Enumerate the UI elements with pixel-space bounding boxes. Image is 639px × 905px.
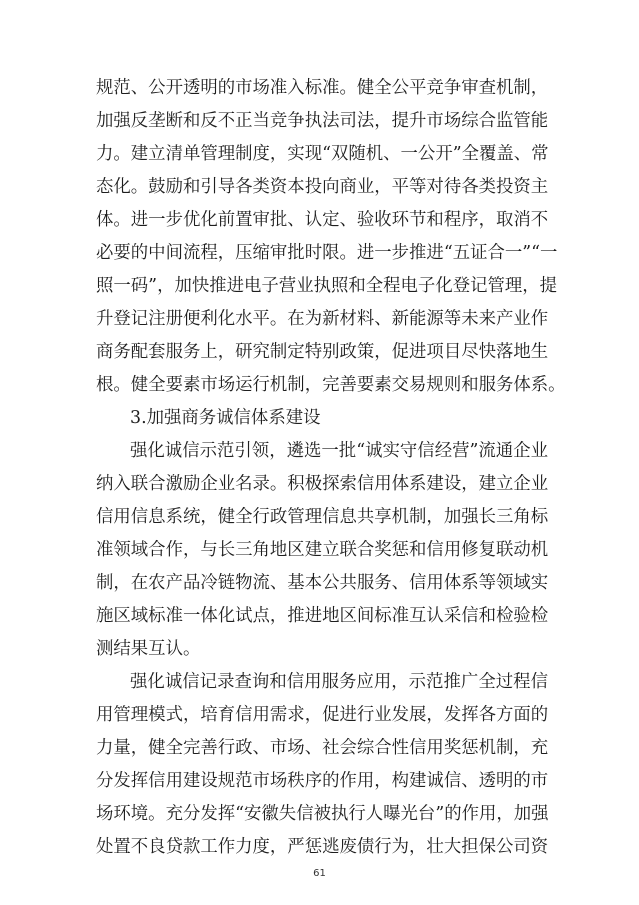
text-line: 施区域标准一体化试点，推进地区间标准互认采信和检验检 bbox=[96, 606, 549, 626]
text-line: 力量，健全完善行政、市场、社会综合性信用奖惩机制，充 bbox=[96, 738, 549, 758]
page-number: 61 bbox=[313, 868, 326, 879]
text-line: 力。建立清单管理制度，实现“双随机、一公开”全覆盖、常 bbox=[96, 144, 549, 164]
section-heading: 3.加强商务诚信体系建设 bbox=[130, 408, 321, 428]
text-line: 制，在农产品冷链物流、基本公共服务、信用体系等领域实 bbox=[96, 573, 549, 593]
text-line: 体。进一步优化前置审批、认定、验收环节和程序，取消不 bbox=[96, 210, 549, 230]
text-line: 测结果互认。 bbox=[96, 639, 201, 659]
text-line: 照一码”，加快推进电子营业执照和全程电子化登记管理，提 bbox=[96, 276, 558, 296]
text-line: 加强反垄断和反不正当竞争执法司法，提升市场综合监管能 bbox=[96, 111, 549, 131]
paragraph-first-line: 强化诚信示范引领，遴选一批“诚实守信经营”流通企业 bbox=[130, 441, 548, 461]
text-line: 准领域合作，与长三角地区建立联合奖惩和信用修复联动机 bbox=[96, 540, 549, 560]
text-line: 必要的中间流程，压缩审批时限。进一步推进“五证合一”“一 bbox=[96, 243, 558, 263]
text-line: 规范、公开透明的市场准入标准。健全公平竞争审查机制， bbox=[96, 78, 549, 98]
text-line: 信用信息系统，健全行政管理信息共享机制，加强长三角标 bbox=[96, 507, 549, 527]
text-line: 升登记注册便利化水平。在为新材料、新能源等未来产业作 bbox=[96, 309, 549, 329]
text-line: 用管理模式，培育信用需求，促进行业发展，发挥各方面的 bbox=[96, 705, 549, 725]
paragraph-first-line: 强化诚信记录查询和信用服务应用，示范推广全过程信 bbox=[130, 672, 548, 692]
text-line: 态化。鼓励和引导各类资本投向商业，平等对待各类投资主 bbox=[96, 177, 549, 197]
text-line: 纳入联合激励企业名录。积极探索信用体系建设，建立企业 bbox=[96, 474, 549, 494]
text-line: 场环境。充分发挥“安徽失信被执行人曝光台”的作用，加强 bbox=[96, 804, 549, 824]
text-line: 根。健全要素市场运行机制，完善要素交易规则和服务体系。 bbox=[96, 375, 566, 395]
text-line: 商务配套服务上，研究制定特别政策，促进项目尽快落地生 bbox=[96, 342, 549, 362]
text-line: 分发挥信用建设规范市场秩序的作用，构建诚信、透明的市 bbox=[96, 771, 549, 791]
text-line: 处置不良贷款工作力度，严惩逃废债行为，壮大担保公司资 bbox=[96, 837, 549, 857]
